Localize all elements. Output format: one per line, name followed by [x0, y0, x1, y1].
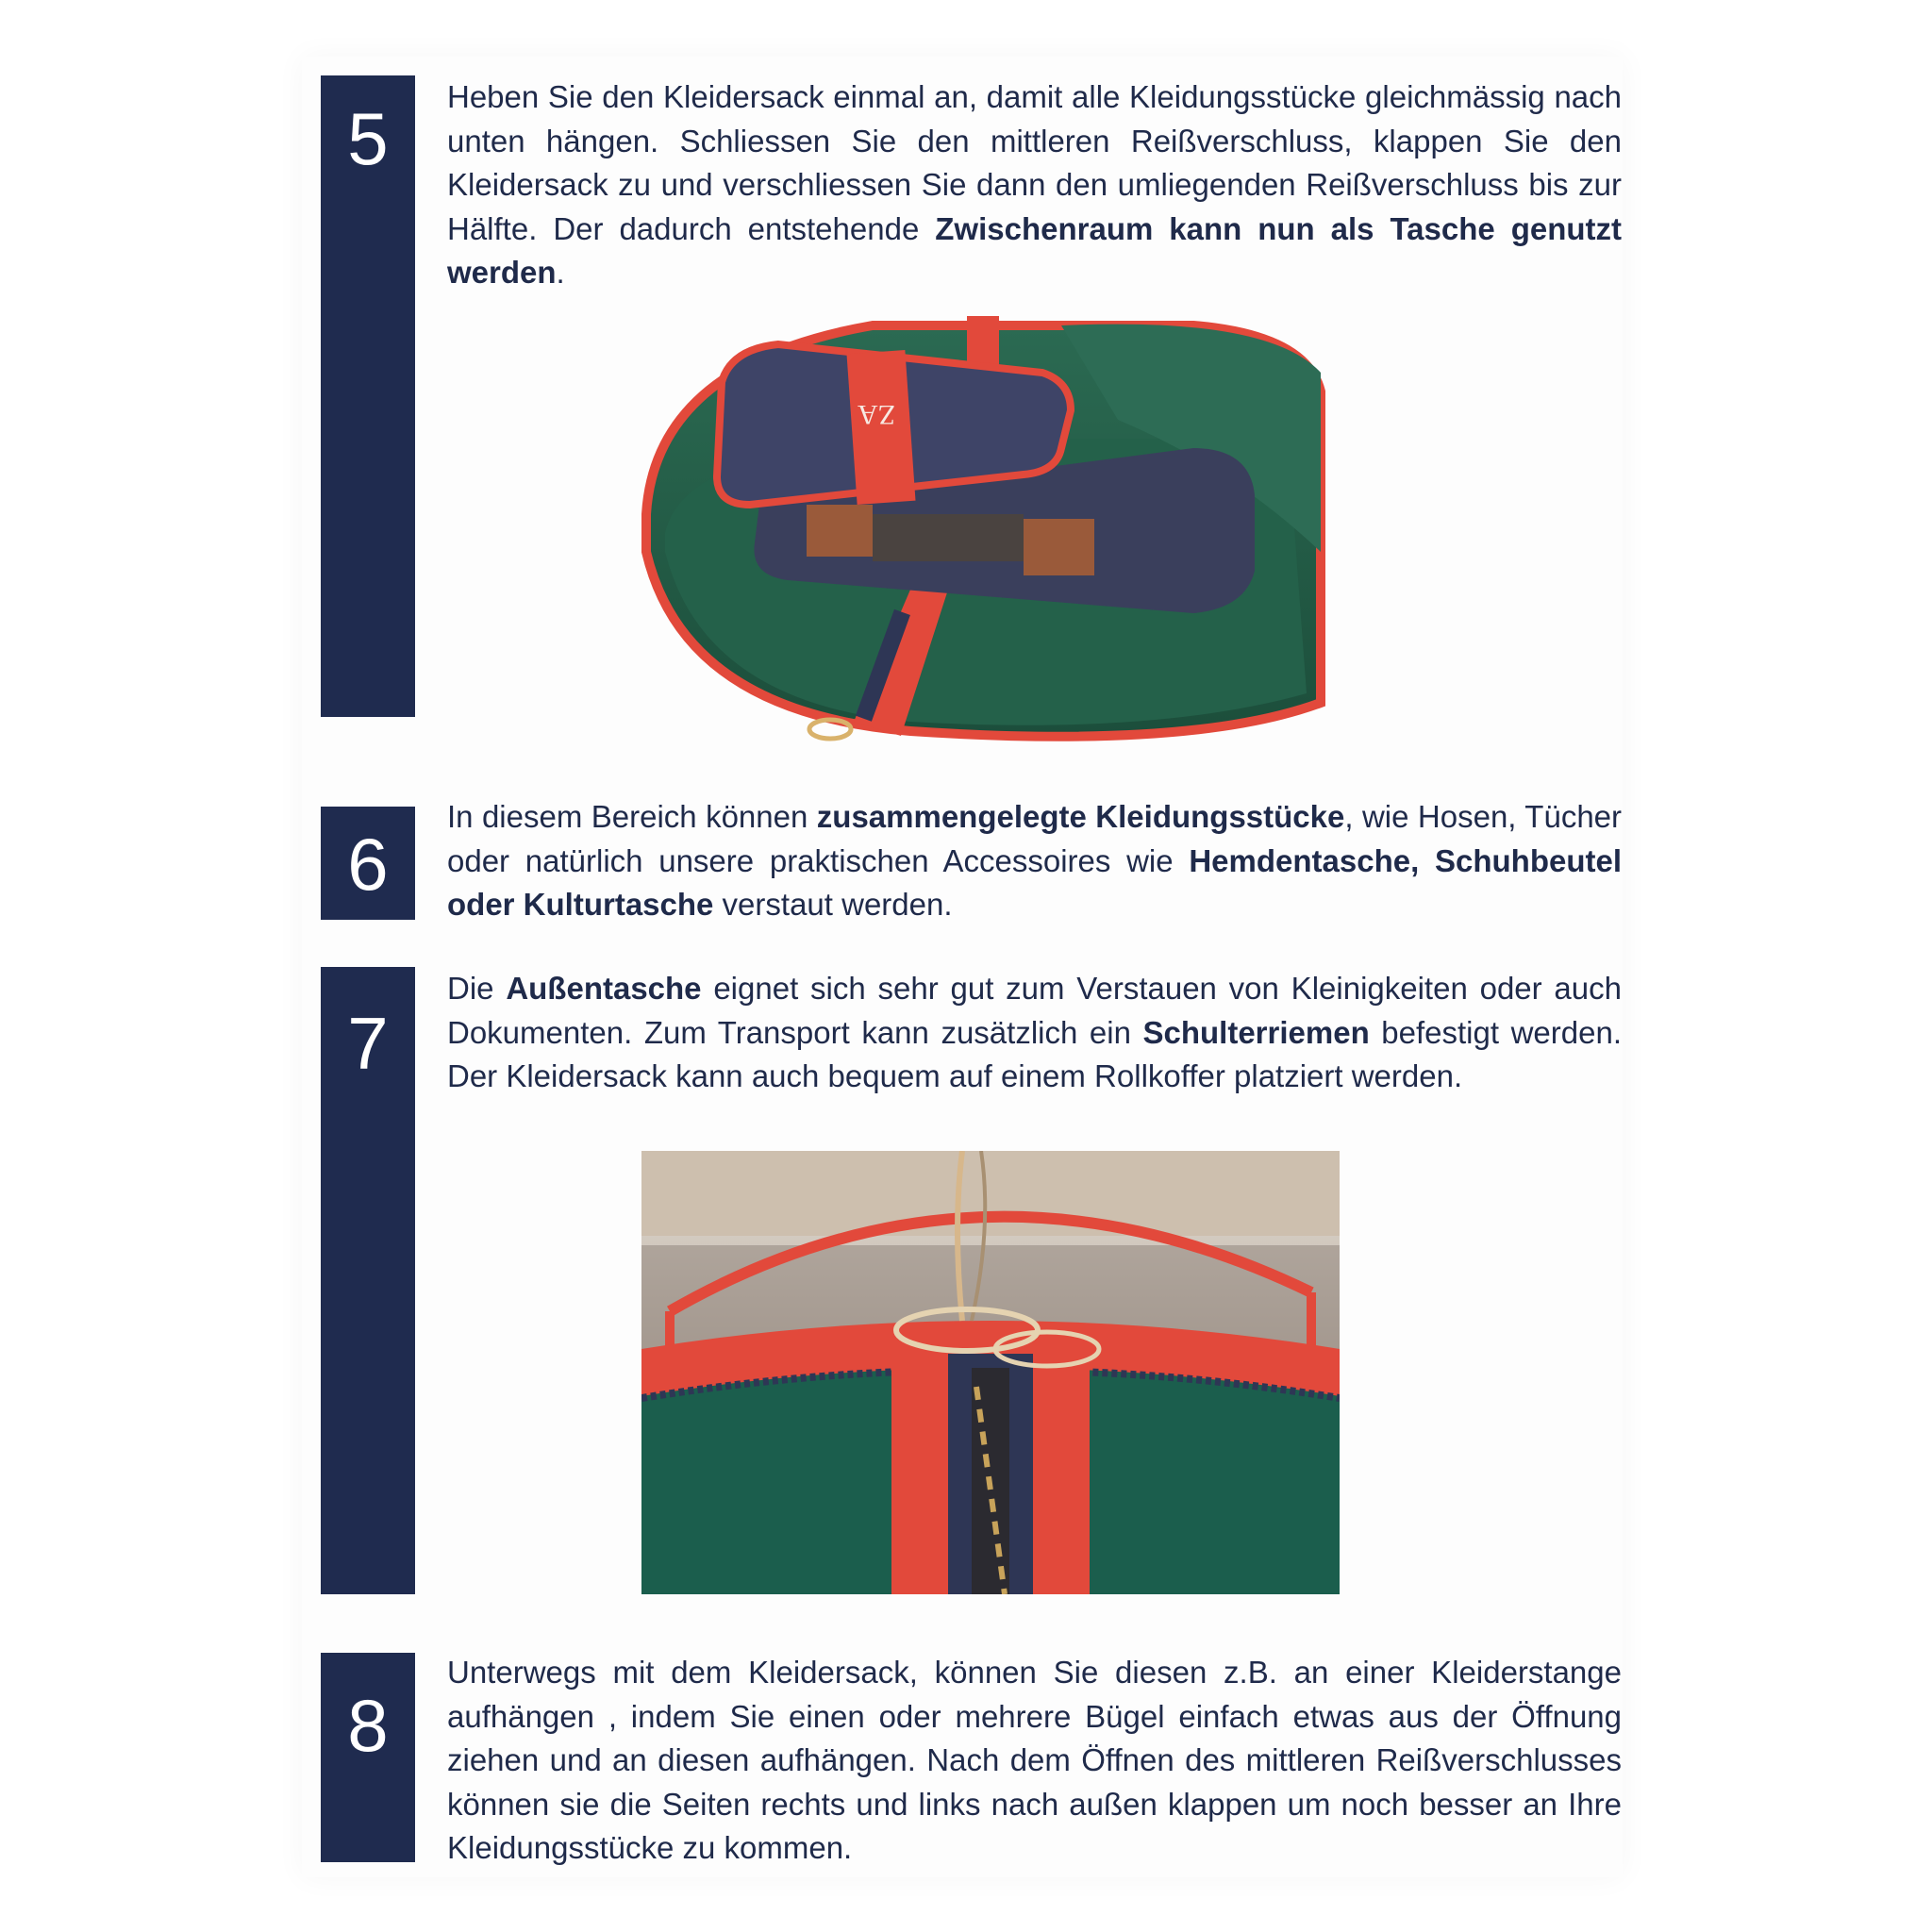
- bold-text-run: Schulterriemen: [1142, 1014, 1370, 1050]
- photo-bag-on-hanger: [641, 1151, 1340, 1594]
- step-number-bar: [321, 1653, 415, 1862]
- text-run: Heben Sie den Kleidersack einmal an, damit alle Kleidungsstücke gleichmässig nach unten hängen. Schliessen Sie den mittleren Reißverschluss, klappen Sie den Kleidersack zu und verschliessen Sie dann den umliegenden Reißverschluss bis zur Hälfte. Der dadurch entstehende: [447, 79, 1622, 246]
- step-number: 5: [347, 97, 389, 180]
- text-run: eignet sich sehr gut zum Verstauen von Kleinigkeiten oder auch Dokumenten. Zum Transport kann zusätzlich ein: [447, 971, 1622, 1050]
- text-run: In diesem Bereich können: [447, 799, 817, 834]
- bold-text-run: zusammengelegte Kleidungsstücke: [816, 799, 1345, 834]
- step-number-bar: [321, 75, 415, 717]
- text-run: verstaut werden.: [713, 887, 953, 922]
- step-number-bar: [321, 807, 415, 920]
- text-run: , wie Hosen, Tücher oder natürlich unsere praktischen Accessoires wie: [447, 799, 1623, 878]
- step-8: [321, 1653, 1623, 1865]
- monogram-text: ZA: [858, 399, 895, 430]
- text-run: .: [556, 255, 565, 290]
- bold-text-run: Außentasche: [506, 971, 702, 1006]
- step-7: [321, 967, 1623, 1594]
- photo-bag-open-with-accessories: [627, 307, 1325, 750]
- step-6: [321, 799, 1623, 922]
- step-number: 8: [347, 1684, 389, 1767]
- step-text: [447, 75, 1622, 295]
- step-number: 7: [347, 1002, 389, 1085]
- step-number-bar: [321, 967, 415, 1594]
- step-text: [447, 967, 1622, 1099]
- bold-text-run: Hemdentasche, Schuhbeutel oder Kulturtasche: [447, 842, 1623, 922]
- step-text: [447, 1651, 1622, 1871]
- bold-text-run: Zwischenraum kann nun als Tasche genutzt werden: [447, 210, 1622, 290]
- step-text: [447, 795, 1622, 927]
- text-run: Die: [447, 971, 507, 1006]
- step-number: 6: [347, 823, 389, 906]
- text-run: Unterwegs mit dem Kleidersack, können Sie diesen z.B. an einer Kleiderstange aufhängen , indem Sie einen oder mehrere Bügel einfach etwas aus der Öffnung ziehen und an diesen aufhängen. Nach dem Öffnen des mittleren Reißverschlusses können sie die Seiten rechts und links nach außen klappen um noch besser an Ihre Kleidungsstücke zu kommen.: [447, 1655, 1622, 1865]
- text-run: befestigt werden. Der Kleidersack kann auch bequem auf einem Rollkoffer platziert werden.: [447, 1014, 1622, 1093]
- step-5: [321, 75, 1623, 717]
